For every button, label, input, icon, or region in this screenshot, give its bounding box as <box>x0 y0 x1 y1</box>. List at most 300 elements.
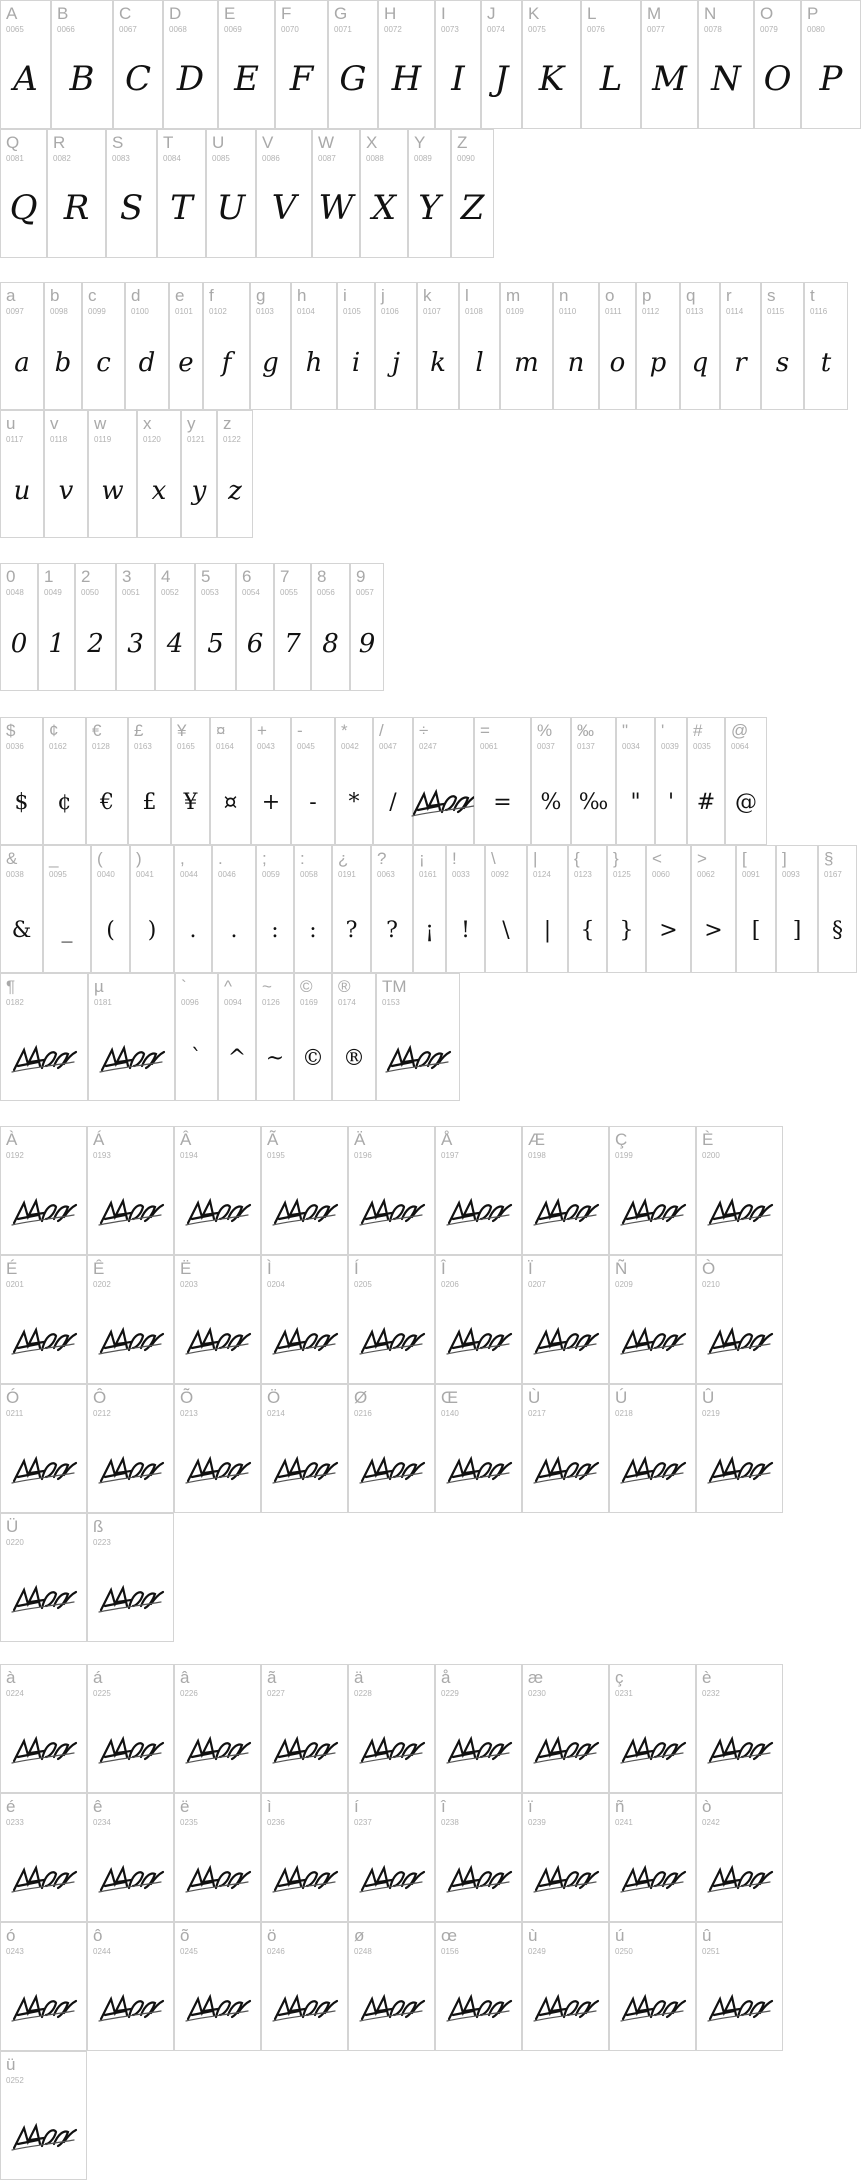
glyph-code-label: 0101 <box>175 307 193 316</box>
glyph-char-label: m <box>506 286 521 305</box>
glyph-preview: 5 <box>207 629 224 659</box>
glyph-char-label: i <box>343 286 347 305</box>
glyph-code-label: 0081 <box>6 154 24 163</box>
glyph-code-label: 0038 <box>6 870 24 879</box>
glyph-char-label: Ç <box>615 1130 628 1149</box>
glyph-code-label: 0197 <box>441 1151 459 1160</box>
glyph-preview: i <box>351 348 361 378</box>
glyph-code-label: 0110 <box>559 307 577 316</box>
glyph-char-label: % <box>537 721 553 740</box>
glyph-char-label: ! <box>452 849 457 868</box>
glyph-char-label: 5 <box>201 567 211 586</box>
missing-glyph-icon <box>97 1991 165 2025</box>
glyph-cell <box>435 1255 522 1384</box>
missing-glyph-icon <box>10 2120 78 2154</box>
glyph-char-label: Î <box>441 1259 446 1278</box>
glyph-char-label: Ø <box>354 1388 368 1407</box>
glyph-preview: n <box>567 348 585 378</box>
glyph-cell <box>88 973 175 1101</box>
missing-glyph-icon <box>706 1733 774 1767</box>
glyph-cell <box>474 717 531 845</box>
glyph-char-label: ñ <box>615 1797 625 1816</box>
glyph-code-label: 0067 <box>119 25 137 34</box>
glyph-cell <box>87 1793 174 1922</box>
glyph-cell <box>698 0 754 129</box>
glyph-cell <box>174 1922 261 2051</box>
glyph-cell <box>680 282 720 410</box>
glyph-preview: ? <box>386 918 398 943</box>
glyph-char-label: @ <box>731 721 749 740</box>
glyph-cell <box>776 845 818 973</box>
glyph-code-label: 0084 <box>163 154 181 163</box>
glyph-cell <box>294 973 332 1101</box>
glyph-code-label: 0086 <box>262 154 280 163</box>
glyph-preview: ~ <box>265 1046 285 1071</box>
glyph-cell <box>687 717 725 845</box>
glyph-code-label: 0074 <box>487 25 505 34</box>
glyph-code-label: 0105 <box>343 307 361 316</box>
glyph-code-label: 0113 <box>686 307 704 316</box>
glyph-code-label: 0082 <box>53 154 71 163</box>
glyph-char-label: é <box>6 1797 16 1816</box>
glyph-preview: | <box>543 918 552 943</box>
glyph-code-label: 0122 <box>223 435 241 444</box>
glyph-preview: ) <box>147 918 157 943</box>
glyph-cell <box>261 1922 348 2051</box>
glyph-code-label: 0247 <box>419 742 437 751</box>
glyph-preview: ] <box>792 918 802 943</box>
glyph-cell <box>435 0 481 129</box>
glyph-cell <box>435 1793 522 1922</box>
glyph-code-label: 0163 <box>134 742 152 751</box>
glyph-char-label: ® <box>338 977 351 996</box>
glyph-preview: 9 <box>358 629 376 659</box>
glyph-preview: b <box>54 348 72 378</box>
glyph-char-label: Y <box>414 133 426 152</box>
glyph-cell <box>174 1126 261 1255</box>
glyph-char-label: 2 <box>81 567 91 586</box>
glyph-cell <box>212 845 256 973</box>
glyph-code-label: 0241 <box>615 1818 633 1827</box>
glyph-char-label: á <box>93 1668 103 1687</box>
glyph-char-label: 3 <box>122 567 132 586</box>
glyph-cell <box>75 563 116 691</box>
glyph-char-label: ú <box>615 1926 625 1945</box>
glyph-char-label: ü <box>6 2055 16 2074</box>
glyph-char-label: = <box>480 721 490 740</box>
glyph-cell <box>720 282 761 410</box>
missing-glyph-icon <box>619 1195 687 1229</box>
glyph-preview: . <box>230 918 238 943</box>
glyph-code-label: 0162 <box>49 742 67 751</box>
glyph-code-label: 0232 <box>702 1689 720 1698</box>
missing-glyph-icon <box>184 1991 252 2025</box>
glyph-preview: A <box>13 59 38 99</box>
glyph-char-label: µ <box>94 977 104 996</box>
glyph-preview: R <box>63 188 90 228</box>
glyph-cell <box>38 563 75 691</box>
glyph-char-label: Ô <box>93 1388 107 1407</box>
glyph-char-label: H <box>384 4 397 23</box>
glyph-preview: @ <box>735 790 757 815</box>
glyph-cell <box>435 1922 522 2051</box>
glyph-char-label: î <box>441 1797 446 1816</box>
glyph-preview: y <box>191 476 207 506</box>
glyph-code-label: 0128 <box>92 742 110 751</box>
glyph-char-label: L <box>587 4 597 23</box>
glyph-preview: $ <box>14 790 29 815</box>
glyph-char-label: è <box>702 1668 712 1687</box>
glyph-char-label: ÷ <box>419 721 429 740</box>
glyph-char-label: R <box>53 133 66 152</box>
glyph-char-label: ì <box>267 1797 272 1816</box>
missing-glyph-icon <box>358 1324 426 1358</box>
glyph-code-label: 0042 <box>341 742 359 751</box>
glyph-cell <box>350 563 384 691</box>
glyph-code-label: 0061 <box>480 742 498 751</box>
glyph-char-label: Õ <box>180 1388 194 1407</box>
glyph-preview: ¥ <box>183 790 198 815</box>
glyph-code-label: 0182 <box>6 998 24 1007</box>
glyph-cell <box>0 282 44 410</box>
glyph-char-label: B <box>57 4 69 23</box>
missing-glyph-icon <box>10 1042 78 1076</box>
missing-glyph-icon <box>98 1042 166 1076</box>
glyph-cell <box>451 129 494 258</box>
glyph-code-label: 0223 <box>93 1538 111 1547</box>
missing-glyph-icon <box>619 1733 687 1767</box>
glyph-cell <box>0 1513 87 1642</box>
glyph-code-label: 0251 <box>702 1947 720 1956</box>
glyph-preview: V <box>271 188 297 228</box>
glyph-preview: O <box>763 59 792 99</box>
missing-glyph-icon <box>358 1991 426 2025</box>
glyph-code-label: 0091 <box>742 870 760 879</box>
missing-glyph-icon <box>10 1453 78 1487</box>
glyph-cell <box>125 282 169 410</box>
glyph-char-label: T <box>163 133 174 152</box>
missing-glyph-icon <box>706 1453 774 1487</box>
glyph-preview: T <box>170 188 193 228</box>
glyph-cell <box>696 1384 783 1513</box>
glyph-code-label: 0117 <box>6 435 24 444</box>
glyph-char-label: Á <box>93 1130 105 1149</box>
glyph-preview: d <box>138 348 156 378</box>
glyph-cell <box>500 282 553 410</box>
glyph-code-label: 0119 <box>94 435 112 444</box>
glyph-char-label: ß <box>93 1517 104 1536</box>
glyph-preview: 8 <box>322 629 339 659</box>
glyph-code-label: 0033 <box>452 870 470 879</box>
glyph-preview: w <box>101 476 124 506</box>
missing-glyph-icon <box>184 1453 252 1487</box>
glyph-char-label: . <box>218 849 223 868</box>
glyph-cell <box>175 973 218 1101</box>
glyph-cell <box>217 410 253 538</box>
glyph-char-label: Ï <box>528 1259 533 1278</box>
glyph-cell <box>696 1793 783 1922</box>
missing-glyph-icon <box>271 1453 339 1487</box>
glyph-cell <box>485 845 527 973</box>
glyph-char-label: â <box>180 1668 190 1687</box>
glyph-char-label: < <box>652 849 662 868</box>
glyph-code-label: 0062 <box>697 870 715 879</box>
glyph-code-label: 0073 <box>441 25 459 34</box>
glyph-preview: ( <box>106 918 115 943</box>
glyph-code-label: 0106 <box>381 307 399 316</box>
glyph-char-label: l <box>465 286 469 305</box>
missing-glyph-icon <box>706 1324 774 1358</box>
glyph-cell <box>332 845 371 973</box>
glyph-char-label: ö <box>267 1926 277 1945</box>
missing-glyph-icon <box>358 1453 426 1487</box>
glyph-cell <box>87 1384 174 1513</box>
missing-glyph-icon <box>532 1733 600 1767</box>
glyph-cell <box>291 717 335 845</box>
glyph-cell <box>332 973 376 1101</box>
glyph-char-label: ë <box>180 1797 190 1816</box>
missing-glyph-icon <box>532 1195 600 1229</box>
missing-glyph-icon <box>184 1324 252 1358</box>
glyph-preview: 0 <box>10 629 28 659</box>
glyph-cell <box>261 1793 348 1922</box>
missing-glyph-icon <box>445 1453 513 1487</box>
glyph-cell <box>218 0 275 129</box>
glyph-char-label: ( <box>97 849 103 868</box>
glyph-cell <box>348 1126 435 1255</box>
glyph-cell <box>251 717 291 845</box>
glyph-code-label: 0242 <box>702 1818 720 1827</box>
glyph-code-label: 0161 <box>419 870 437 879</box>
glyph-code-label: 0243 <box>6 1947 24 1956</box>
glyph-char-label: 6 <box>242 567 252 586</box>
glyph-char-label: 1 <box>44 567 54 586</box>
glyph-char-label: ¿ <box>338 849 349 868</box>
missing-glyph-icon <box>271 1324 339 1358</box>
glyph-code-label: 0125 <box>613 870 631 879</box>
missing-glyph-icon <box>97 1582 165 1616</box>
glyph-char-label: _ <box>49 849 59 868</box>
missing-glyph-icon <box>10 1582 78 1616</box>
glyph-code-label: 0092 <box>491 870 509 879</box>
glyph-code-label: 0069 <box>224 25 242 34</box>
glyph-preview: S <box>119 188 144 228</box>
missing-glyph-icon <box>358 1733 426 1767</box>
glyph-char-label: õ <box>180 1926 190 1945</box>
glyph-cell <box>47 129 106 258</box>
glyph-cell <box>696 1922 783 2051</box>
glyph-cell <box>646 845 691 973</box>
glyph-code-label: 0202 <box>93 1280 111 1289</box>
glyph-cell <box>210 717 251 845</box>
glyph-char-label: P <box>807 4 819 23</box>
glyph-cell <box>413 845 446 973</box>
glyph-code-label: 0228 <box>354 1689 372 1698</box>
glyph-cell <box>522 1255 609 1384</box>
glyph-char-label: p <box>642 286 652 305</box>
glyph-char-label: Ê <box>93 1259 105 1278</box>
glyph-char-label: d <box>131 286 141 305</box>
glyph-char-label: w <box>94 414 107 433</box>
glyph-char-label: ¢ <box>49 721 59 740</box>
glyph-preview: m <box>514 348 539 378</box>
glyph-code-label: 0124 <box>533 870 551 879</box>
glyph-cell <box>51 0 113 129</box>
glyph-code-label: 0248 <box>354 1947 372 1956</box>
glyph-preview: 1 <box>48 629 65 659</box>
glyph-code-label: 0118 <box>50 435 68 444</box>
glyph-char-label: ô <box>93 1926 103 1945</box>
glyph-preview: _ <box>61 918 73 943</box>
glyph-char-label: - <box>297 721 303 740</box>
glyph-code-label: 0066 <box>57 25 75 34</box>
glyph-code-label: 0212 <box>93 1409 111 1418</box>
glyph-cell <box>435 1664 522 1793</box>
glyph-char-label: 0 <box>6 567 16 586</box>
glyph-preview: q <box>691 348 709 378</box>
glyph-code-label: 0096 <box>181 998 199 1007</box>
glyph-preview: f <box>221 348 232 378</box>
glyph-code-label: 0041 <box>136 870 154 879</box>
glyph-code-label: 0111 <box>605 307 622 316</box>
glyph-char-label: Œ <box>441 1388 458 1407</box>
glyph-cell <box>82 282 125 410</box>
glyph-preview: = <box>493 790 512 815</box>
glyph-char-label: Z <box>457 133 468 152</box>
glyph-preview: € <box>100 790 114 815</box>
glyph-cell <box>804 282 848 410</box>
glyph-char-label: ~ <box>262 977 272 996</box>
glyph-preview: L <box>599 59 623 99</box>
glyph-char-label: Ñ <box>615 1259 628 1278</box>
glyph-char-label: ` <box>181 977 187 996</box>
glyph-cell <box>261 1126 348 1255</box>
glyph-code-label: 0217 <box>528 1409 546 1418</box>
glyph-code-label: 0167 <box>824 870 842 879</box>
glyph-code-label: 0164 <box>216 742 234 751</box>
glyph-cell <box>607 845 646 973</box>
glyph-preview: § <box>832 918 843 943</box>
glyph-code-label: 0088 <box>366 154 384 163</box>
glyph-code-label: 0034 <box>622 742 640 751</box>
glyph-preview: l <box>475 348 484 378</box>
glyph-char-label: ) <box>136 849 142 868</box>
glyph-preview: v <box>58 476 74 506</box>
glyph-cell <box>106 129 157 258</box>
glyph-char-label: Û <box>702 1388 715 1407</box>
glyph-char-label: ¡ <box>419 849 425 868</box>
glyph-preview: N <box>711 59 741 99</box>
glyph-preview: s <box>775 348 790 378</box>
glyph-code-label: 0079 <box>760 25 778 34</box>
glyph-code-label: 0210 <box>702 1280 720 1289</box>
glyph-code-label: 0045 <box>297 742 315 751</box>
glyph-char-label: ; <box>262 849 267 868</box>
glyph-cell <box>360 129 408 258</box>
glyph-code-label: 0095 <box>49 870 67 879</box>
glyph-code-label: 0219 <box>702 1409 720 1418</box>
glyph-cell <box>0 1255 87 1384</box>
glyph-code-label: 0109 <box>506 307 524 316</box>
glyph-preview: r <box>734 348 747 378</box>
glyph-code-label: 0249 <box>528 1947 546 1956</box>
missing-glyph-icon <box>410 786 478 820</box>
glyph-char-label: } <box>613 849 619 868</box>
glyph-char-label: æ <box>528 1668 544 1687</box>
glyph-preview: 4 <box>166 629 184 659</box>
glyph-char-label: É <box>6 1259 18 1278</box>
glyph-cell <box>87 1922 174 2051</box>
glyph-cell <box>88 410 137 538</box>
glyph-char-label: à <box>6 1668 16 1687</box>
glyph-char-label: n <box>559 286 569 305</box>
glyph-char-label: ã <box>267 1668 277 1687</box>
glyph-char-label: ¶ <box>6 977 16 996</box>
glyph-char-label: I <box>441 4 446 23</box>
glyph-preview: : <box>309 918 317 943</box>
glyph-cell <box>113 0 163 129</box>
glyph-preview: J <box>494 59 509 99</box>
missing-glyph-icon <box>532 1991 600 2025</box>
glyph-char-label: ä <box>354 1668 364 1687</box>
missing-glyph-icon <box>358 1862 426 1896</box>
glyph-cell <box>128 717 171 845</box>
glyph-char-label: e <box>175 286 185 305</box>
glyph-code-label: 0043 <box>257 742 275 751</box>
glyph-preview: ` <box>191 1046 202 1071</box>
glyph-cell <box>568 845 607 973</box>
glyph-preview: ' <box>667 790 675 815</box>
glyph-char-label: § <box>824 849 834 868</box>
glyph-preview: o <box>609 348 626 378</box>
glyph-char-label: Å <box>441 1130 453 1149</box>
glyph-cell <box>236 563 274 691</box>
glyph-code-label: 0218 <box>615 1409 633 1418</box>
glyph-cell <box>87 1255 174 1384</box>
glyph-code-label: 0083 <box>112 154 130 163</box>
glyph-code-label: 0214 <box>267 1409 285 1418</box>
glyph-char-label: 4 <box>161 567 171 586</box>
missing-glyph-icon <box>619 1991 687 2025</box>
glyph-cell <box>261 1255 348 1384</box>
glyph-char-label: 7 <box>280 567 290 586</box>
glyph-code-label: 0246 <box>267 1947 285 1956</box>
glyph-code-label: 0112 <box>642 307 660 316</box>
glyph-cell <box>609 1793 696 1922</box>
glyph-preview: K <box>538 59 565 99</box>
glyph-cell <box>641 0 698 129</box>
glyph-code-label: 0116 <box>810 307 828 316</box>
glyph-char-label: ? <box>377 849 387 868</box>
glyph-preview: F <box>289 59 314 99</box>
glyph-cell <box>531 717 571 845</box>
glyph-cell <box>522 1384 609 1513</box>
glyph-char-label: È <box>702 1130 714 1149</box>
glyph-char-label: t <box>810 286 815 305</box>
glyph-code-label: 0231 <box>615 1689 633 1698</box>
glyph-cell <box>44 282 82 410</box>
glyph-preview: ¤ <box>223 790 238 815</box>
missing-glyph-icon <box>10 1991 78 2025</box>
glyph-cell <box>43 845 91 973</box>
glyph-char-label: Ö <box>267 1388 281 1407</box>
glyph-preview: / <box>389 790 397 815</box>
glyph-cell <box>459 282 500 410</box>
glyph-char-label: | <box>533 849 538 868</box>
glyph-preview: } <box>619 918 634 943</box>
glyph-code-label: 0192 <box>6 1151 24 1160</box>
missing-glyph-icon <box>271 1862 339 1896</box>
